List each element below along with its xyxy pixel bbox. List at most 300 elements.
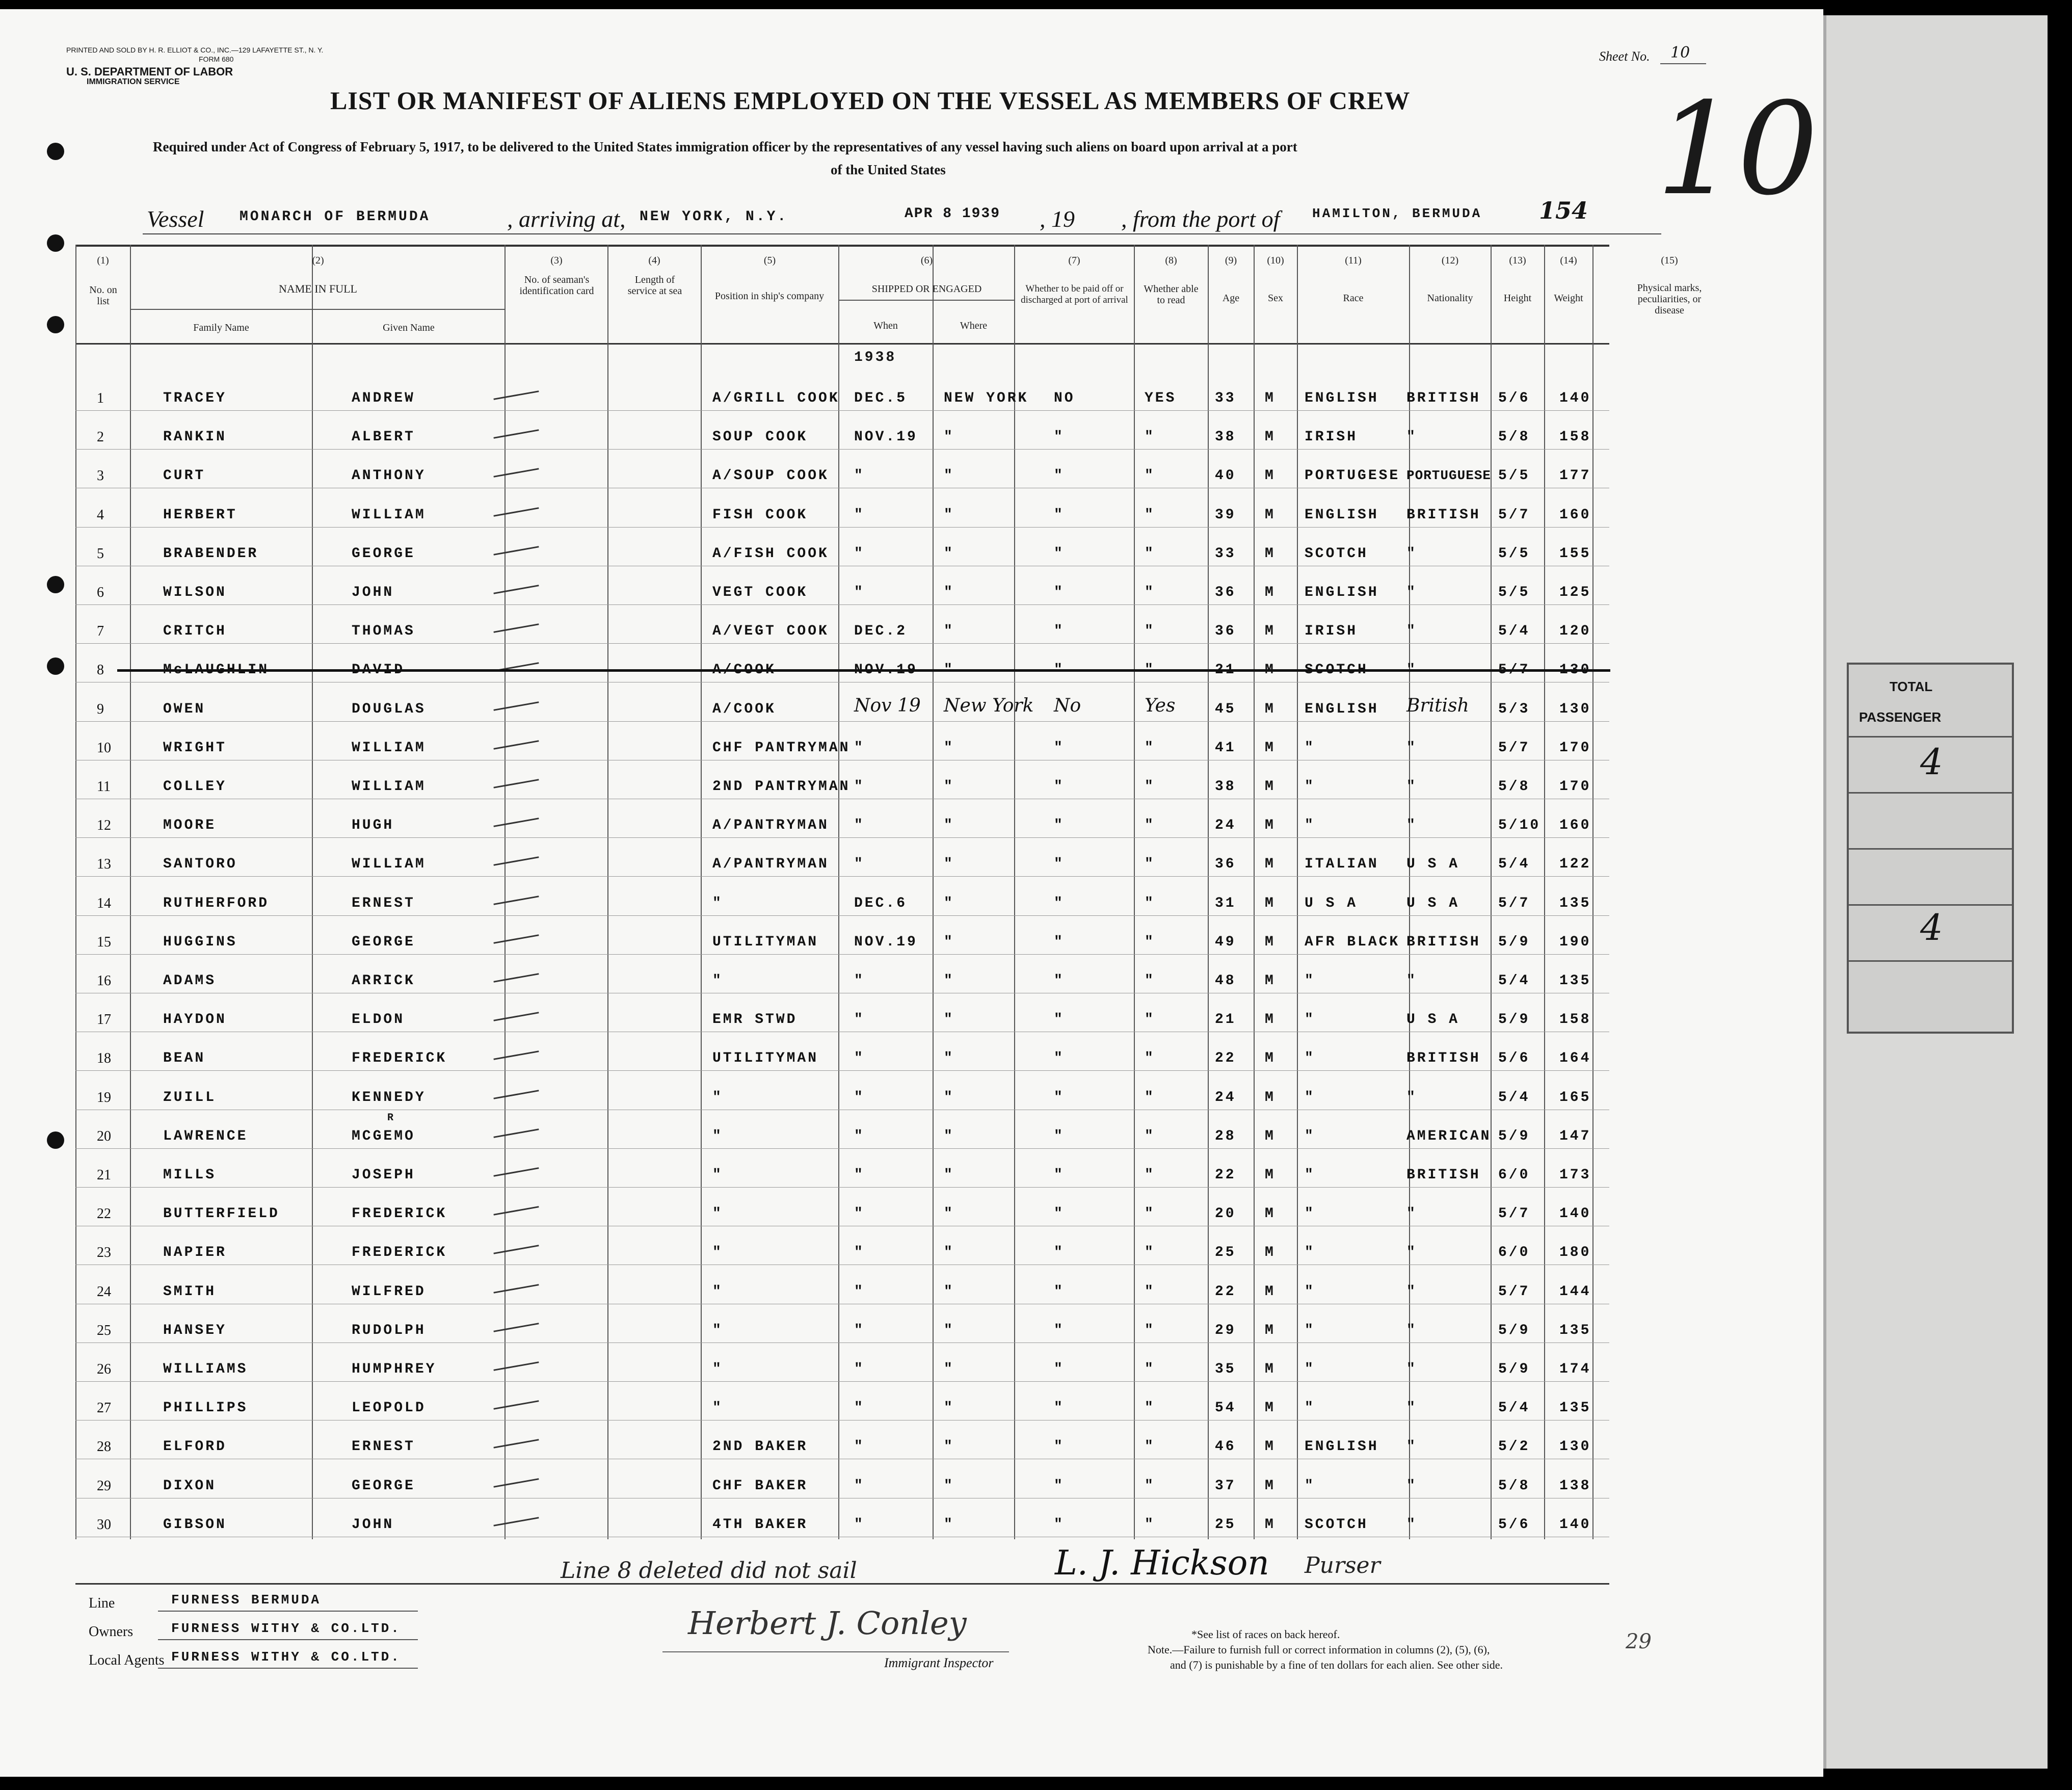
cell-sex: M (1265, 1361, 1276, 1377)
cell-sex: M (1265, 740, 1276, 756)
cell-able-to-read: " (1145, 1167, 1155, 1183)
cell-sex: M (1265, 1012, 1276, 1028)
cell-when: " (854, 740, 865, 756)
cell-weight: 144 (1559, 1283, 1591, 1300)
table-row (0, 605, 1823, 644)
cell-race: " (1305, 1012, 1315, 1028)
cell-family-name: NAPIER (163, 1245, 227, 1261)
cell-given-name: ANTHONY (352, 468, 426, 484)
cell-nationality: BRITISH (1406, 1167, 1481, 1183)
cell-age: 25 (1215, 1516, 1236, 1533)
cell-nationality: BRITISH (1406, 1050, 1481, 1067)
cell-height: 5/5 (1498, 468, 1530, 484)
cell-age: 33 (1215, 390, 1236, 406)
cell-no: 28 (97, 1439, 111, 1455)
cell-able-to-read: " (1145, 1012, 1155, 1028)
cell-age: 33 (1215, 545, 1236, 562)
table-row (0, 1343, 1823, 1382)
cell-height: 5/4 (1498, 856, 1530, 873)
cell-where: " (944, 623, 954, 640)
cell-nationality: British (1406, 695, 1469, 716)
cell-height: 5/5 (1498, 545, 1530, 562)
cell-position: " (712, 973, 723, 989)
cell-where: " (944, 1167, 954, 1183)
id-card-tick (493, 818, 539, 827)
table-row (0, 1110, 1823, 1149)
cell-family-name: HERBERT (163, 507, 237, 523)
cell-paid-off: " (1054, 818, 1065, 834)
cell-where: " (944, 1283, 954, 1300)
cell-where: " (944, 1245, 954, 1261)
cell-family-name: BUTTERFIELD (163, 1206, 280, 1222)
side-tab (1823, 15, 2048, 1769)
table-row (0, 683, 1823, 722)
cell-position: SOUP COOK (712, 429, 808, 445)
cell-where: " (944, 1400, 954, 1416)
cell-family-name: GIBSON (163, 1516, 227, 1533)
cell-race: " (1305, 1050, 1315, 1067)
cell-height: 6/0 (1498, 1245, 1530, 1261)
cell-paid-off: NO (1054, 390, 1075, 406)
cell-where: " (944, 1516, 954, 1533)
cell-race: ENGLISH (1305, 390, 1379, 406)
cell-paid-off: " (1054, 856, 1065, 873)
cell-given-name-correction: R (387, 1112, 396, 1124)
cell-height: 5/4 (1498, 1400, 1530, 1416)
col2a-header: Family Name (193, 322, 249, 333)
cell-where: " (944, 973, 954, 989)
cell-height: 5/4 (1498, 623, 1530, 640)
cell-position: CHF BAKER (712, 1478, 808, 1494)
cell-race: " (1305, 1400, 1315, 1416)
cell-no: 18 (97, 1050, 111, 1067)
cell-age: 36 (1215, 623, 1236, 640)
cell-weight: 120 (1559, 623, 1591, 640)
cell-family-name: McLAUGHLIN (163, 662, 270, 678)
cell-family-name: ADAMS (163, 973, 217, 989)
cell-sex: M (1265, 662, 1276, 678)
cell-no: 29 (97, 1478, 111, 1494)
cell-height: 5/7 (1498, 1206, 1530, 1222)
cell-weight: 130 (1559, 701, 1591, 717)
id-card-tick (493, 1439, 539, 1449)
cell-sex: M (1265, 1322, 1276, 1338)
cell-given-name: WILFRED (352, 1283, 426, 1300)
cell-paid-off: " (1054, 1361, 1065, 1377)
cell-sex: M (1265, 545, 1276, 562)
arrival-date: APR 8 1939 (905, 206, 1001, 222)
cell-family-name: ZUILL (163, 1089, 217, 1105)
cell-given-name: ERNEST (352, 895, 415, 911)
cell-where: " (944, 895, 954, 911)
punch-hole (47, 316, 64, 333)
inspector-signature: Herbert J. Conley (688, 1604, 967, 1642)
cell-where: NEW YORK (944, 390, 1029, 406)
owners-label: Owners (89, 1624, 134, 1640)
vessel-label: Vessel (147, 206, 204, 232)
cell-given-name: GEORGE (352, 934, 415, 950)
cell-nationality: " (1406, 623, 1417, 640)
tab-value-2: 4 (1920, 907, 1943, 949)
cell-age: 45 (1215, 701, 1236, 717)
table-row (0, 877, 1823, 916)
id-card-tick (493, 934, 539, 944)
cell-given-name: GEORGE (352, 1478, 415, 1494)
cell-paid-off: " (1054, 973, 1065, 989)
id-card-tick (493, 1012, 539, 1021)
form-number: FORM 680 (199, 55, 234, 63)
line-value: FURNESS BERMUDA (171, 1592, 322, 1608)
cell-race: ENGLISH (1305, 701, 1379, 717)
cell-nationality: " (1406, 662, 1417, 678)
id-card-tick (493, 429, 539, 439)
agents-value: FURNESS WITHY & CO.LTD. (171, 1649, 401, 1665)
cell-sex: M (1265, 1478, 1276, 1494)
col10-header: Sex (1268, 293, 1283, 304)
cell-paid-off: " (1054, 545, 1065, 562)
cell-given-name: ERNEST (352, 1439, 415, 1455)
id-card-tick (493, 1128, 539, 1138)
cell-weight: 158 (1559, 1012, 1591, 1028)
cell-able-to-read: " (1145, 623, 1155, 640)
cell-given-name: RUDOLPH (352, 1322, 426, 1338)
cell-weight: 170 (1559, 740, 1591, 756)
cell-sex: M (1265, 585, 1276, 600)
cell-paid-off: " (1054, 1128, 1065, 1144)
cell-weight: 190 (1559, 934, 1591, 950)
col14-num: (14) (1560, 255, 1577, 266)
cell-age: 48 (1215, 973, 1236, 989)
cell-height: 5/8 (1498, 779, 1530, 795)
cell-race: ITALIAN (1305, 856, 1379, 873)
cell-nationality: " (1406, 429, 1417, 445)
cell-nationality: " (1406, 973, 1417, 989)
cell-no: 3 (97, 468, 104, 484)
cell-height: 5/6 (1498, 1516, 1530, 1533)
cell-nationality: U S A (1406, 856, 1460, 873)
cell-weight: 160 (1559, 507, 1591, 523)
cell-no: 21 (97, 1167, 111, 1183)
cell-weight: 158 (1559, 429, 1591, 445)
cell-family-name: HAYDON (163, 1012, 227, 1028)
cell-age: 40 (1215, 468, 1236, 484)
cell-position: UTILITYMAN (712, 1050, 819, 1067)
cell-height: 5/8 (1498, 429, 1530, 445)
cell-height: 5/7 (1498, 740, 1530, 756)
cell-when: " (854, 1012, 865, 1028)
total-passenger-box (1847, 663, 2014, 1034)
cell-no: 27 (97, 1400, 111, 1416)
cell-no: 15 (97, 934, 111, 950)
cell-able-to-read: " (1145, 895, 1155, 911)
cell-given-name: HUMPHREY (352, 1361, 437, 1377)
cell-able-to-read: " (1145, 1478, 1155, 1494)
col9-num: (9) (1225, 255, 1237, 266)
cell-age: 31 (1215, 895, 1236, 911)
agents-label: Local Agents (89, 1652, 165, 1668)
cell-height: 5/9 (1498, 934, 1530, 950)
id-card-tick (493, 1284, 539, 1294)
cell-nationality: U S A (1406, 1012, 1460, 1028)
cell-position: " (712, 1167, 723, 1183)
cell-position: " (712, 1089, 723, 1105)
cell-able-to-read: " (1145, 740, 1155, 756)
table-row (0, 1032, 1823, 1071)
note-line2: and (7) is punishable by a fine of ten dollars for each alien. See other side. (1170, 1659, 1503, 1671)
cell-paid-off: " (1054, 1167, 1065, 1183)
cell-sex: M (1265, 1050, 1276, 1067)
cell-when: " (854, 1322, 865, 1338)
purser-title: Purser (1305, 1552, 1380, 1578)
cell-age: 21 (1215, 662, 1236, 678)
cell-when: " (854, 818, 865, 834)
cell-race: U S A (1305, 895, 1358, 911)
cell-race: " (1305, 1361, 1315, 1377)
cell-given-name: JOSEPH (352, 1167, 415, 1183)
cell-weight: 164 (1559, 1050, 1591, 1067)
cell-where: " (944, 1128, 954, 1144)
from-port: HAMILTON, BERMUDA (1312, 206, 1482, 221)
cell-paid-off: " (1054, 662, 1065, 678)
cell-no: 6 (97, 585, 104, 600)
cell-weight: 140 (1559, 390, 1591, 406)
cell-sex: M (1265, 1245, 1276, 1261)
cell-no: 24 (97, 1283, 111, 1300)
cell-where: " (944, 779, 954, 795)
cell-where: " (944, 545, 954, 562)
cell-position: A/VEGT COOK (712, 623, 829, 640)
cell-able-to-read: " (1145, 468, 1155, 484)
cell-sex: M (1265, 934, 1276, 950)
cell-weight: 173 (1559, 1167, 1591, 1183)
note-races: *See list of races on back hereof. (1191, 1628, 1340, 1641)
cell-where: " (944, 1012, 954, 1028)
cell-position: EMR STWD (712, 1012, 798, 1028)
cell-no: 25 (97, 1322, 111, 1338)
cell-sex: M (1265, 1400, 1276, 1416)
cell-where: " (944, 1050, 954, 1067)
table-row (0, 644, 1823, 682)
id-card-tick (493, 740, 539, 750)
col13-header: Height (1503, 293, 1532, 304)
cell-paid-off: " (1054, 468, 1065, 484)
cell-age: 20 (1215, 1206, 1236, 1222)
id-card-tick (493, 1400, 539, 1410)
cell-sex: M (1265, 429, 1276, 445)
id-card-tick (493, 623, 539, 633)
cell-no: 19 (97, 1089, 111, 1105)
table-row (0, 760, 1823, 799)
id-card-tick (493, 1478, 539, 1488)
cell-where: " (944, 468, 954, 484)
cell-sex: M (1265, 779, 1276, 795)
col4-header: Length of service at sea (627, 274, 682, 297)
cell-when: " (854, 1245, 865, 1261)
cell-able-to-read: " (1145, 429, 1155, 445)
cell-able-to-read: " (1145, 856, 1155, 873)
cell-when: " (854, 1167, 865, 1183)
cell-family-name: RANKIN (163, 429, 227, 445)
cell-age: 36 (1215, 585, 1236, 600)
table-row (0, 1420, 1823, 1459)
subtitle-line2: of the United States (831, 162, 946, 177)
cell-weight: 170 (1559, 779, 1591, 795)
col7-header: Whether to be paid off or discharged at port of arrival (1021, 283, 1128, 305)
cell-position: UTILITYMAN (712, 934, 819, 950)
cell-weight: 160 (1559, 818, 1591, 834)
cell-given-name: WILLIAM (352, 779, 426, 795)
cell-height: 5/9 (1498, 1012, 1530, 1028)
cell-nationality: BRITISH (1406, 934, 1481, 950)
cell-sex: M (1265, 390, 1276, 406)
tab-label-passenger: PASSENGER (1859, 709, 1942, 725)
cell-no: 20 (97, 1128, 111, 1144)
cell-height: 5/10 (1498, 818, 1541, 834)
col10-num: (10) (1267, 255, 1284, 266)
cell-no: 17 (97, 1012, 111, 1028)
cell-no: 5 (97, 545, 104, 562)
col6-num: (6) (920, 255, 933, 266)
col3-header: No. of seaman's identification card (519, 274, 594, 297)
cell-position: " (712, 1400, 723, 1416)
cell-able-to-read: " (1145, 1516, 1155, 1533)
cell-age: 39 (1215, 507, 1236, 523)
cell-able-to-read: " (1145, 1439, 1155, 1455)
cell-no: 9 (97, 701, 104, 717)
cell-weight: 130 (1559, 1439, 1591, 1455)
cell-race: SCOTCH (1305, 545, 1368, 562)
cell-race: PORTUGESE (1305, 468, 1400, 484)
inspector-title: Immigrant Inspector (884, 1655, 994, 1670)
cell-race: " (1305, 1322, 1315, 1338)
cell-race: " (1305, 1206, 1315, 1222)
cell-age: 41 (1215, 740, 1236, 756)
tab-value-1: 4 (1920, 741, 1943, 783)
cell-race: " (1305, 1128, 1315, 1144)
table-row (0, 1226, 1823, 1265)
col14-header: Weight (1554, 293, 1583, 304)
cell-position: A/FISH COOK (712, 545, 829, 562)
cell-age: 37 (1215, 1478, 1236, 1494)
cell-paid-off: " (1054, 623, 1065, 640)
id-card-tick (493, 701, 539, 711)
cell-where: " (944, 1206, 954, 1222)
cell-able-to-read: " (1145, 585, 1155, 600)
cell-able-to-read: " (1145, 1361, 1155, 1377)
cell-weight: 155 (1559, 545, 1591, 562)
sheet-number: 10 (1670, 44, 1690, 62)
table-row (0, 1460, 1823, 1498)
cell-age: 28 (1215, 1128, 1236, 1144)
cell-where: " (944, 585, 954, 600)
cell-position: " (712, 1245, 723, 1261)
col6a-header: When (873, 320, 898, 331)
cell-able-to-read: YES (1145, 390, 1177, 406)
cell-nationality: BRITISH (1406, 507, 1481, 523)
cell-weight: 147 (1559, 1128, 1591, 1144)
cell-race: " (1305, 740, 1315, 756)
cell-weight: 174 (1559, 1361, 1591, 1377)
col1-header: No. on list (89, 284, 117, 307)
cell-nationality: " (1406, 545, 1417, 562)
cell-age: 38 (1215, 779, 1236, 795)
cell-family-name: BRABENDER (163, 545, 259, 562)
cell-height: 5/3 (1498, 701, 1530, 717)
cell-height: 5/2 (1498, 1439, 1530, 1455)
cell-sex: M (1265, 856, 1276, 873)
table-row (0, 1188, 1823, 1226)
cell-position: 2ND BAKER (712, 1439, 808, 1455)
cell-race: IRISH (1305, 623, 1358, 640)
cell-weight: 135 (1559, 1322, 1591, 1338)
table-row (0, 916, 1823, 955)
arriving-label: , arriving at, (507, 206, 626, 232)
cell-family-name: ELFORD (163, 1439, 227, 1455)
col11-header: Race (1343, 293, 1364, 304)
col4-num: (4) (648, 255, 660, 266)
id-card-tick (493, 1167, 539, 1177)
cell-given-name: KENNEDY (352, 1089, 426, 1105)
cell-when: " (854, 1478, 865, 1494)
cell-position: " (712, 1322, 723, 1338)
cell-where: " (944, 856, 954, 873)
cell-when: DEC.2 (854, 623, 908, 640)
cell-where: " (944, 934, 954, 950)
cell-when: NOV.19 (854, 934, 918, 950)
cell-nationality: U S A (1406, 895, 1460, 911)
cell-position: A/GRILL COOK (712, 390, 840, 406)
cell-family-name: MOORE (163, 818, 217, 834)
cell-family-name: RUTHERFORD (163, 895, 270, 911)
cell-nationality: " (1406, 1089, 1417, 1105)
cell-age: 22 (1215, 1283, 1236, 1300)
punch-hole (47, 234, 64, 252)
cell-nationality: " (1406, 779, 1417, 795)
cell-where: " (944, 1439, 954, 1455)
sheet-label: Sheet No. (1599, 49, 1650, 64)
cell-no: 4 (97, 507, 104, 523)
id-card-tick (493, 1517, 539, 1526)
cell-when: " (854, 1128, 865, 1144)
id-card-tick (493, 1323, 539, 1332)
table-row (0, 838, 1823, 877)
cell-age: 46 (1215, 1439, 1236, 1455)
cell-able-to-read: " (1145, 1283, 1155, 1300)
from-label: , from the port of (1121, 206, 1280, 232)
cell-able-to-read: " (1145, 973, 1155, 989)
cell-height: 5/9 (1498, 1128, 1530, 1144)
cell-able-to-read: " (1145, 818, 1155, 834)
cell-position: 4TH BAKER (712, 1516, 808, 1533)
cell-nationality: " (1406, 1439, 1417, 1455)
cell-able-to-read: " (1145, 545, 1155, 562)
cell-race: ENGLISH (1305, 507, 1379, 523)
cell-paid-off: " (1054, 1322, 1065, 1338)
cell-height: 5/7 (1498, 895, 1530, 911)
cell-family-name: LAWRENCE (163, 1128, 248, 1144)
cell-sex: M (1265, 818, 1276, 834)
table-row (0, 1266, 1823, 1304)
table-row (0, 1498, 1823, 1537)
cell-nationality: " (1406, 1478, 1417, 1494)
cell-paid-off: " (1054, 1478, 1065, 1494)
cell-weight: 140 (1559, 1206, 1591, 1222)
cell-age: 36 (1215, 856, 1236, 873)
cell-age: 54 (1215, 1400, 1236, 1416)
cell-able-to-read: " (1145, 1089, 1155, 1105)
cell-able-to-read: Yes (1145, 695, 1176, 716)
col3-num: (3) (550, 255, 563, 266)
